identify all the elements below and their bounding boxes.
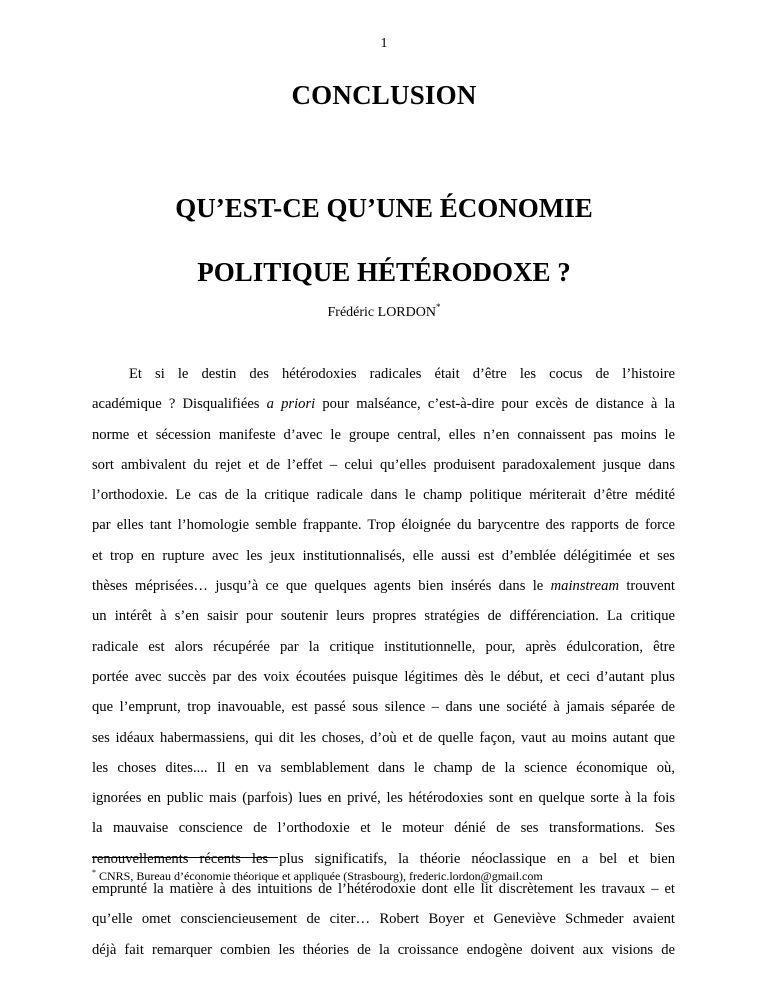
page-number: 1: [380, 36, 388, 51]
body-text-run: qu’elle omet consciencieusement de citer… Robert Boyer et Geneviève Schmeder avaient: [92, 911, 675, 928]
body-line: [92, 359, 675, 389]
italic-term: a priori: [266, 396, 316, 413]
italic-term: mainstream: [550, 578, 619, 595]
body-text-run: un intérêt à s’en saisir pour soutenir leurs propres stratégies de différenciation. La critique: [92, 608, 675, 625]
body-line: [92, 723, 675, 753]
title-line-1: QU’EST-CE QU’UNE ÉCONOMIE: [175, 193, 593, 223]
body-text-run: portée avec succès par des voix écoutées puisque légitimes dès le début, et ceci d’autant plus: [92, 668, 675, 685]
body-text-run: norme et sécession manifeste d’avec le groupe central, elles n’en connaissent pas moins le: [92, 426, 675, 443]
body-text-run: emprunté la matière à des intuitions de l’hétérodoxie dont elle lit discrètement les travaux – et: [92, 881, 675, 898]
body-line: [92, 480, 675, 510]
footnote-divider: [92, 857, 278, 858]
body-text-run: radicale est alors récupérée par la critique institutionnelle, pour, après édulcoration, être: [92, 638, 675, 655]
body-line: [92, 541, 675, 571]
body-text-run: Et si le destin des hétérodoxies radicales était d’être les cocus de l’histoire: [129, 366, 675, 382]
body-text-run: l’orthodoxie. Le cas de la critique radicale dans le champ politique mériterait d’être médité: [92, 487, 675, 504]
footnote-text: CNRS, Bureau d’économie théorique et appliquée (Strasbourg), frederic.lordon@gmail.com: [96, 869, 543, 883]
body-text-run: sort ambivalent du rejet et de l’effet – celui qu’elles produisent paradoxalement jusque dans: [92, 456, 675, 473]
body-text-run: trouvent: [619, 578, 675, 595]
body-text-run: académique ? Disqualifiées: [92, 396, 267, 413]
body-line: [92, 783, 675, 813]
body-text-run: pour malséance, c’est-à-dire pour excès de distance à la: [315, 396, 676, 413]
body-line: [92, 753, 675, 783]
body-line: [92, 662, 675, 692]
body-text-run: par elles tant l’homologie semble frappante. Trop éloignée du barycentre des rapports de force: [92, 517, 675, 534]
title-line-2: POLITIQUE HÉTÉRODOXE ?: [197, 257, 571, 287]
body-line: [92, 632, 675, 662]
body-line: [92, 450, 675, 480]
body-text-run: ses idéaux habermassiens, qui dit les choses, d’où et de quelle façon, vaut au moins autant que: [92, 729, 675, 746]
footnote-mark: *: [92, 868, 96, 877]
page-title: [0, 176, 768, 304]
body-line: [92, 601, 675, 631]
body-text-run: et trop en rupture avec les jeux institutionnalisés, elle aussi est d’emblée délégitimée et ses: [92, 547, 675, 564]
footnote-reference: *: [435, 302, 441, 312]
body-text-run: les choses dites.... Il en va semblablement dans le champ de la science économique où,: [92, 759, 675, 776]
body-text-run: la mauvaise conscience de l’orthodoxie et le moteur dénié de ses transformations. Ses: [92, 820, 675, 837]
chapter-heading: CONCLUSION: [291, 80, 477, 110]
body-line: [92, 692, 675, 722]
footnote: [92, 868, 692, 884]
author-name: Frédéric LORDON: [327, 305, 436, 320]
body-line: [92, 510, 675, 540]
body-text-run: thèses méprisées… jusqu’à ce que quelques agents bien insérés dans le: [92, 578, 551, 595]
body-line: [92, 813, 675, 843]
body-line: [92, 420, 675, 450]
author-line: [0, 302, 768, 321]
body-line: [92, 904, 675, 934]
body-text-run: déjà fait remarquer combien les théories de la croissance endogène doivent aux visions de: [92, 941, 675, 958]
body-line: [92, 935, 675, 965]
body-text-run: que l’emprunt, trop inavouable, est passé sous silence – dans une société à jamais séparée de: [92, 699, 675, 716]
body-line: [92, 389, 675, 419]
body-text-run: renouvellements récents les plus significatifs, la théorie néoclassique en a bel et bien: [92, 850, 675, 867]
body-line: [92, 571, 675, 601]
body-text-run: ignorées en public mais (parfois) lues en privé, les hétérodoxies sont en quelque sorte à la fois: [92, 790, 675, 807]
